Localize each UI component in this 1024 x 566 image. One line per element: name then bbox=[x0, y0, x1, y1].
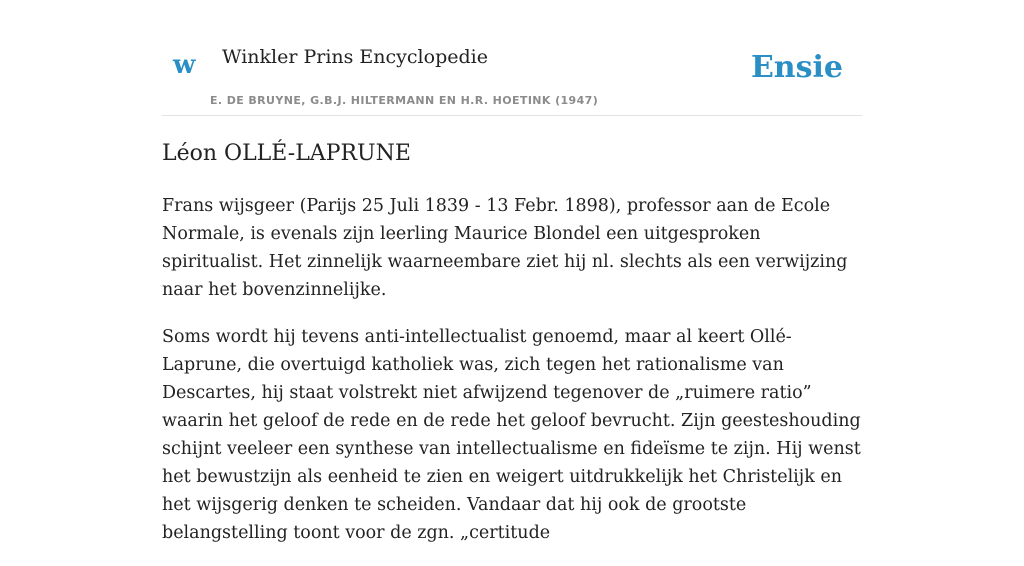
content-column bbox=[162, 0, 862, 543]
brand-logo[interactable]: Ensie bbox=[750, 50, 843, 85]
site-title[interactable]: Winkler Prins Encyclopedie bbox=[222, 46, 488, 68]
article-paragraph: Soms wordt hij tevens anti-intellectualist genoemd, maar al keert Ollé-Laprune, die overtuigd katholiek was, zich tegen het rationalisme van Descartes, hij staat volstrekt niet afwijzend tegenover de „ruimere ratio” waarin het geloof de rede en de rede het geloof bevrucht. Zijn geesteshouding schijnt veeleer een synthese van intellectualisme en fideïsme te zijn. Hij wenst het bewustzijn als eenheid te zien en weigert uitdrukkelijk het Christelijk en het wijsgerig denken te scheiden. Vandaar dat hij ook de grootste belangstelling toont voor de zgn. „certitude bbox=[162, 327, 861, 543]
site-header bbox=[162, 0, 862, 116]
article-title: Léon OLLÉ-LAPRUNE bbox=[162, 141, 411, 166]
article-paragraph: Frans wijsgeer (Parijs 25 Juli 1839 - 13 Febr. 1898), professor aan de Ecole Normale, is evenals zijn leerling Maurice Blondel een uitgesproken spiritualist. Het zinnelijk waarneembare ziet hij nl. slechts als een verwijzing naar het bovenzinnelijke. bbox=[162, 196, 848, 300]
article-body bbox=[162, 192, 862, 566]
authors-line: E. DE BRUYNE, G.B.J. HILTERMANN EN H.R. HOETINK (1947) bbox=[210, 94, 599, 107]
site-logo[interactable]: w bbox=[173, 50, 196, 80]
